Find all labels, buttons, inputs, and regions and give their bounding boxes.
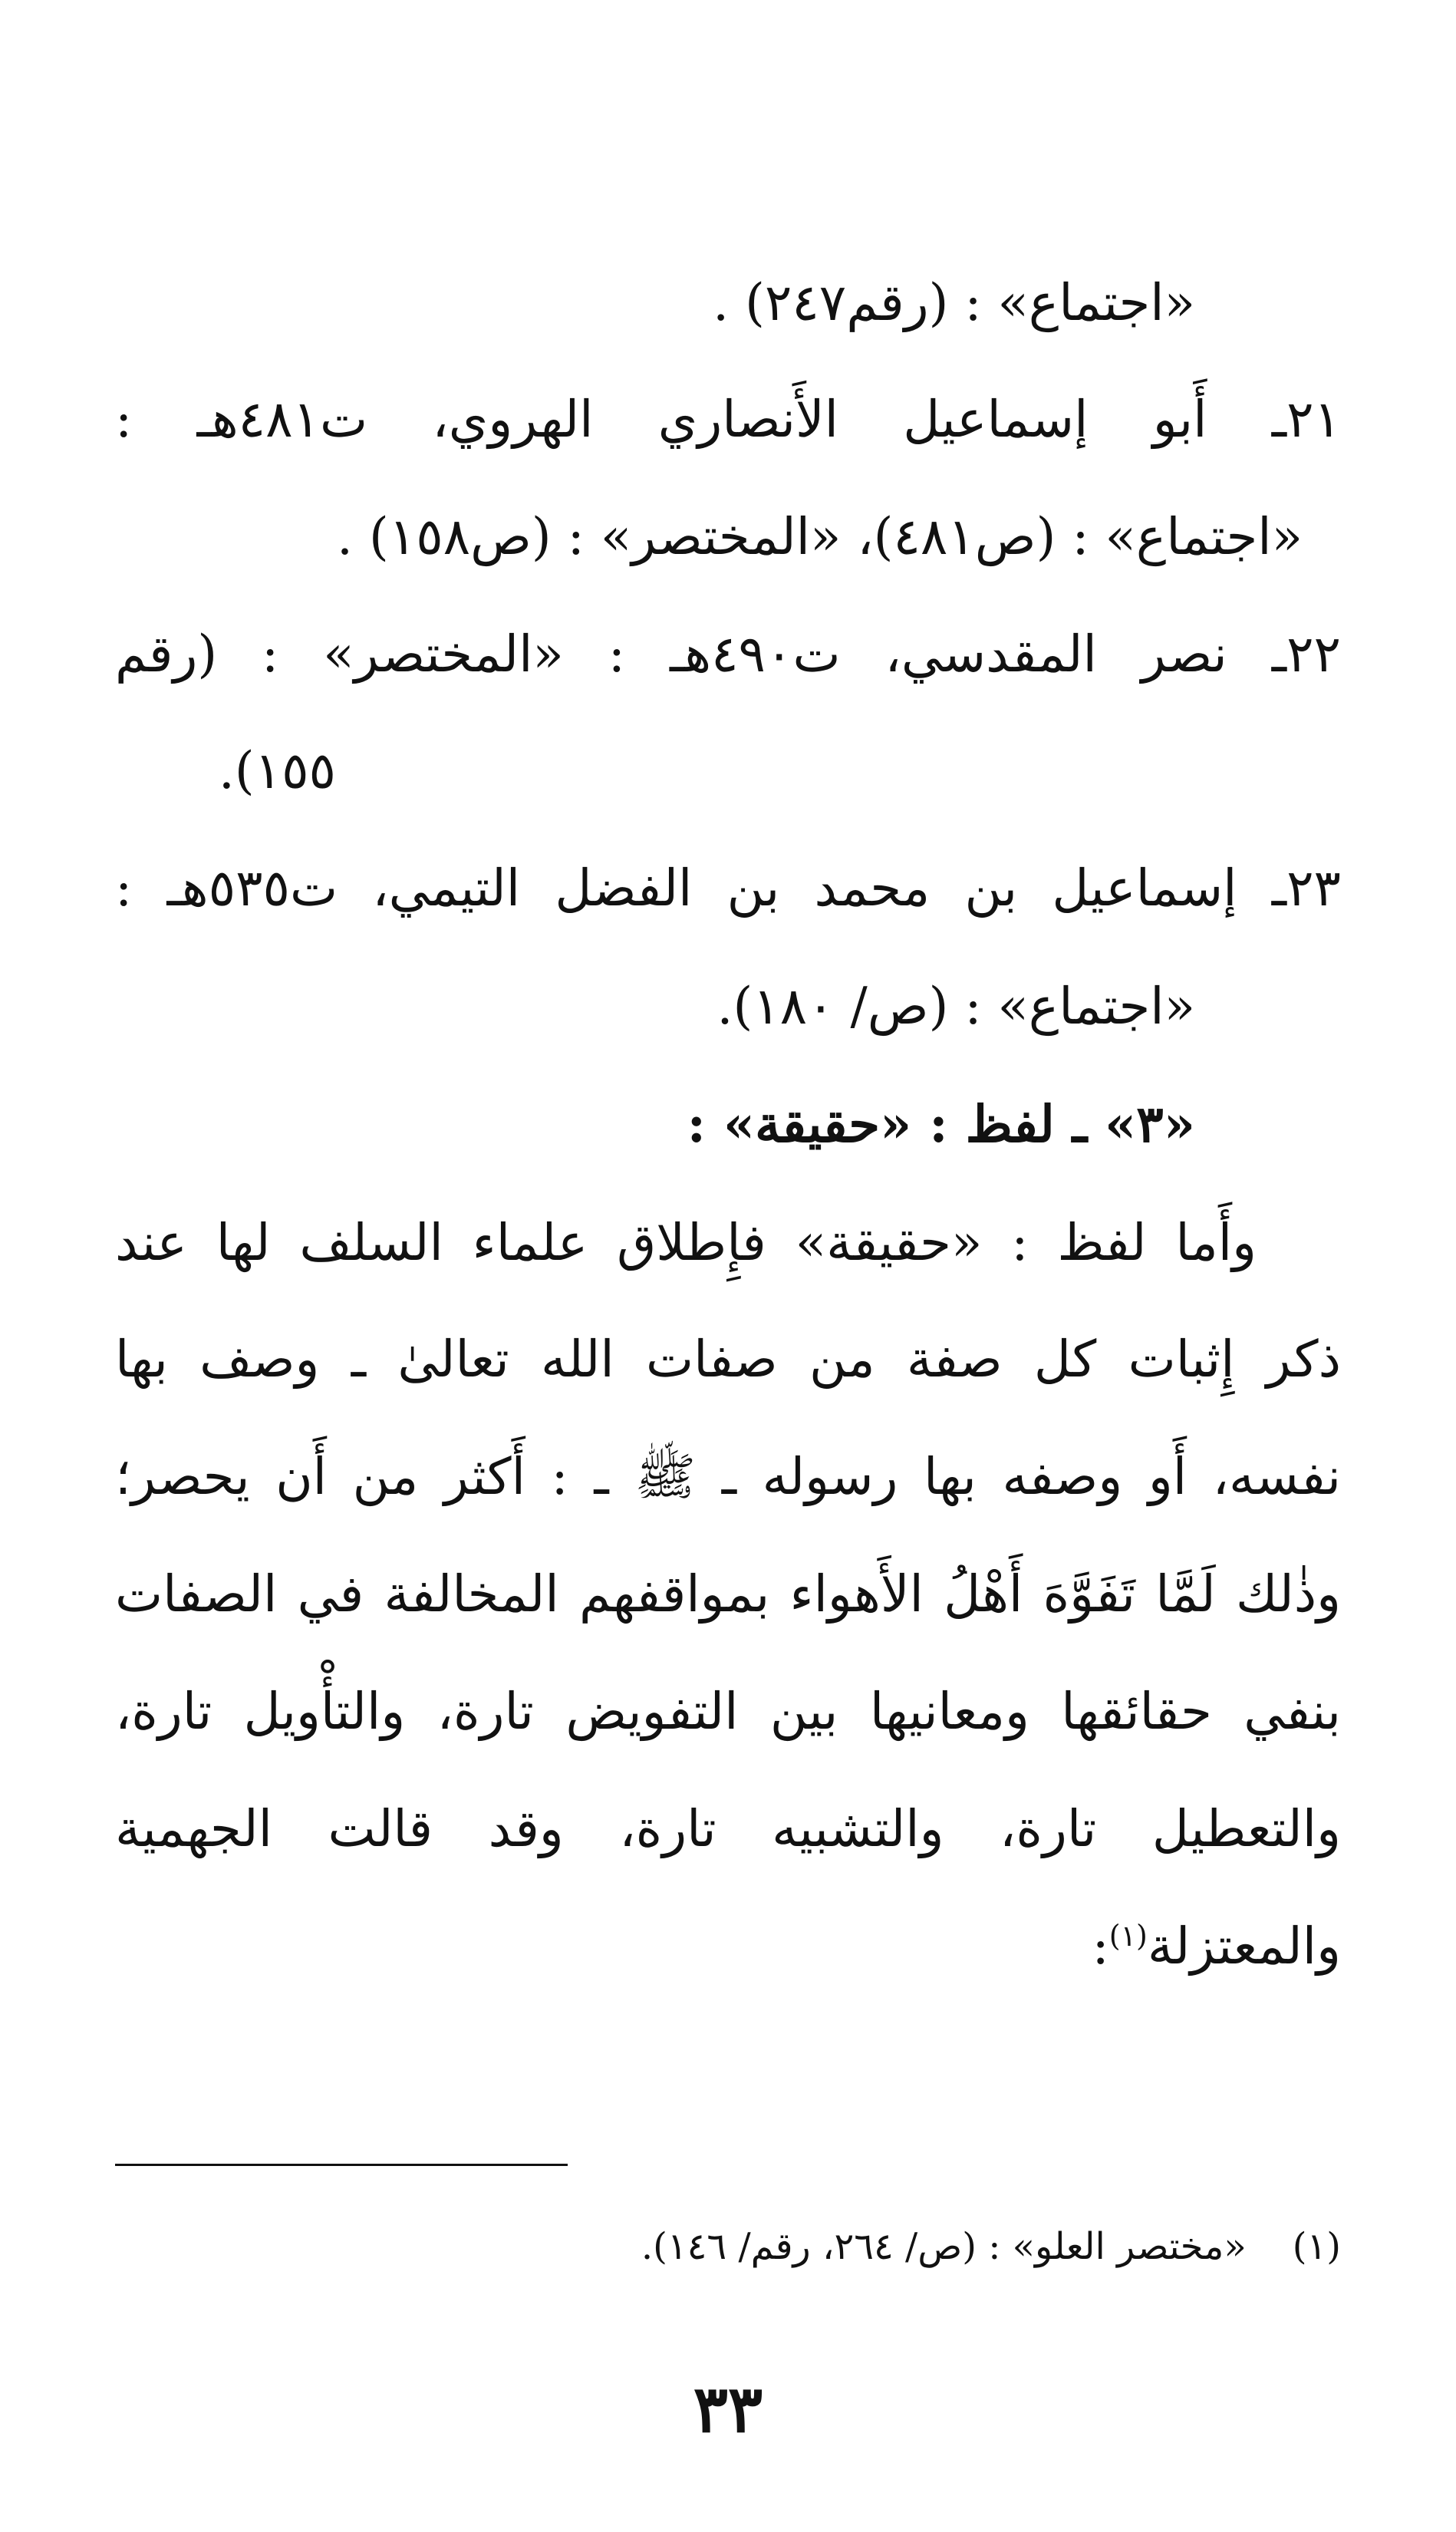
footnote-number: (١): [1292, 2225, 1341, 2268]
text-line-3: «اجتماع» : (ص٤٨١)، «المختصر» : (ص١٥٨) .: [337, 507, 1303, 566]
text-line-11: نفسه، أَو وصفه بها رسوله ـ ﷺ ـ : أَكثر من أَن يحصر؛: [115, 1447, 1341, 1506]
text-line-14: والتعطيل تارة، والتشبيه تارة، وقد قالت الجهمية: [115, 1799, 1341, 1858]
text-line-15-text: والمعتزلة: [1147, 1917, 1341, 1976]
footnote-reference: (١): [1108, 1919, 1148, 1953]
page-number: ٣٣: [693, 2371, 763, 2447]
text-line-9: وأَما لفظ : «حقيقة» فإِطلاق علماء السلف لها عند: [115, 1213, 1257, 1272]
footnote-text: «مختصر العلو» : (ص/ ٢٦٤، رقم/ ١٤٦).: [641, 2225, 1247, 2268]
text-line-5: ١٥٥).: [218, 741, 336, 800]
text-line-15: [1092, 1908, 1341, 1985]
text-line-6: ٢٣ـ إسماعيل بن محمد بن الفضل التيمي، ت٥٣٥هـ :: [115, 859, 1341, 918]
line-end-colon: :: [1092, 1917, 1109, 1976]
text-line-13: بنفي حقائقها ومعانيها بين التفويض تارة، والتأْويل تارة،: [115, 1682, 1341, 1741]
text-line-12: وذٰلك لَمَّا تَفَوَّهَ أَهْلُ الأَهواء بمواقفهم المخالفة في الصفات: [115, 1564, 1341, 1624]
footnote-separator: [115, 2164, 568, 2166]
section-heading: «٣» ـ لفظ : «حقيقة» :: [687, 1094, 1195, 1154]
text-line-1: «اجتماع» : (رقم٢٤٧) .: [713, 273, 1195, 332]
footnote: [641, 2216, 1341, 2277]
text-line-10: ذكر إِثبات كل صفة من صفات الله تعالىٰ ـ وصف بها: [115, 1330, 1341, 1389]
text-line-4: ٢٢ـ نصر المقدسي، ت٤٩٠هـ : «المختصر» : (رقم: [115, 625, 1341, 684]
text-line-2: ٢١ـ أَبو إسماعيل الأَنصاري الهروي، ت٤٨١هـ :: [115, 390, 1341, 449]
text-line-7: «اجتماع» : (ص/ ١٨٠).: [716, 977, 1195, 1036]
